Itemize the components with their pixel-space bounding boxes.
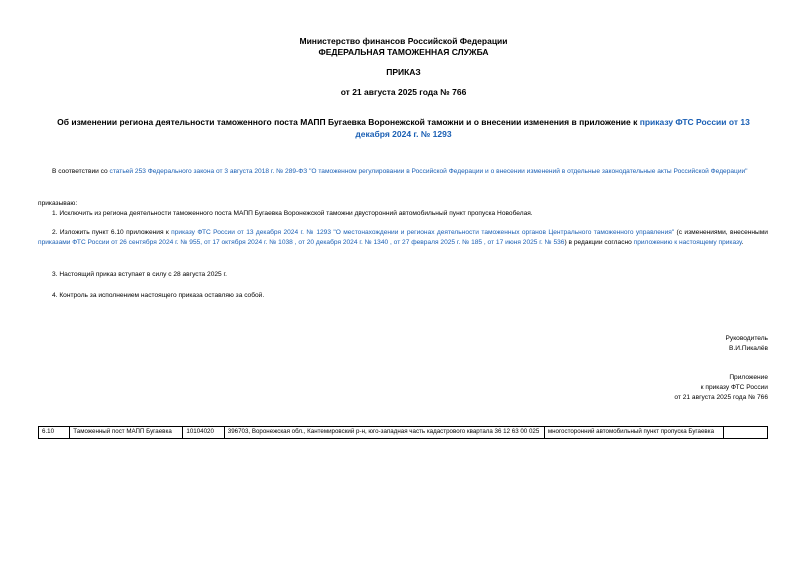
signer-name: В.И.Пикалёв: [729, 345, 768, 352]
item-2-text-3: ) в редакции согласно: [564, 238, 634, 246]
item-2: [38, 228, 768, 247]
appendix-header: [674, 373, 768, 403]
item-1: 1. Исключить из региона деятельности таможенного поста МАПП Бугаевка Воронежской таможни двусторонний автомобильный пункт пропуска Новобелая.: [52, 210, 533, 217]
signature-block: [726, 334, 768, 354]
item-2-text-1: 2. Изложить пункт 6.10 приложения к: [52, 229, 172, 236]
basis-prefix: В соответствии со: [52, 168, 110, 175]
document-title: [40, 116, 767, 140]
service-name: ФЕДЕРАЛЬНАЯ ТАМОЖЕННАЯ СЛУЖБА: [318, 47, 489, 57]
appendix-line-3: от 21 августа 2025 года № 766: [674, 394, 768, 401]
table-row: [39, 427, 768, 439]
cell-checkpoint: многосторонний автомобильный пункт пропуска Бугаевка: [544, 427, 723, 439]
paragraph-basis: [38, 167, 768, 177]
item-2-order-link[interactable]: приказу ФТС России от 13 декабря 2024 г. № 1293 "О местонахождении и регионах деятельности таможенных органов Центрального таможенного управления": [171, 229, 675, 236]
ministry-name: Министерство финансов Российской Федерации: [299, 36, 508, 46]
item-3: 3. Настоящий приказ вступает в силу с 28 августа 2025 г.: [52, 271, 227, 278]
item-4: 4. Контроль за исполнением настоящего приказа оставляю за собой.: [52, 292, 265, 299]
title-link[interactable]: приказу ФТС России от 13 декабря 2024 г. № 1293: [355, 117, 750, 139]
appendix-table: [38, 426, 768, 439]
item-2-amendments-link[interactable]: приказами ФТС России от 26 сентября 2024 г. № 955, от 17 октября 2024 г. № 1038 , от 20 декабря 2024 г. № 1340 , от 27 февраля 2025 г. № 185 , от 17 июня 2025 г. № 536: [38, 238, 565, 246]
cell-extra: [723, 427, 767, 439]
order-date: от 21 августа 2025 года № 766: [340, 87, 467, 97]
item-2-text-2: (с изменениями, внесенными: [674, 229, 768, 236]
item-2-text-4: .: [741, 238, 744, 246]
signer-position: Руководитель: [725, 335, 768, 342]
cell-number: 6.10: [39, 427, 70, 439]
basis-law-link[interactable]: статьей 253 Федерального закона от 3 августа 2018 г. № 289-ФЗ "О таможенном регулировании в Российской Федерации и о внесении изменений в отдельные законодательные акты Российской Федерации": [109, 168, 748, 175]
appendix-line-1: Приложение: [729, 374, 768, 381]
order-word: ПРИКАЗ: [386, 67, 421, 77]
appendix-line-2: к приказу ФТС России: [700, 384, 768, 391]
cell-post-name: Таможенный пост МАПП Бугаевка: [70, 427, 183, 439]
title-text: Об изменении региона деятельности таможенного поста МАПП Бугаевка Воронежской таможни и о внесении изменения в приложение к: [57, 117, 640, 127]
cell-code: 10104020: [183, 427, 224, 439]
cell-address: 396703, Воронежская обл., Кантемировский р-н, юго-западная часть кадастрового квартала 36 12 63 00 025: [224, 427, 544, 439]
item-2-appendix-link[interactable]: приложению к настоящему приказу: [633, 238, 742, 246]
prikazyvayu-label: приказываю:: [38, 200, 78, 207]
